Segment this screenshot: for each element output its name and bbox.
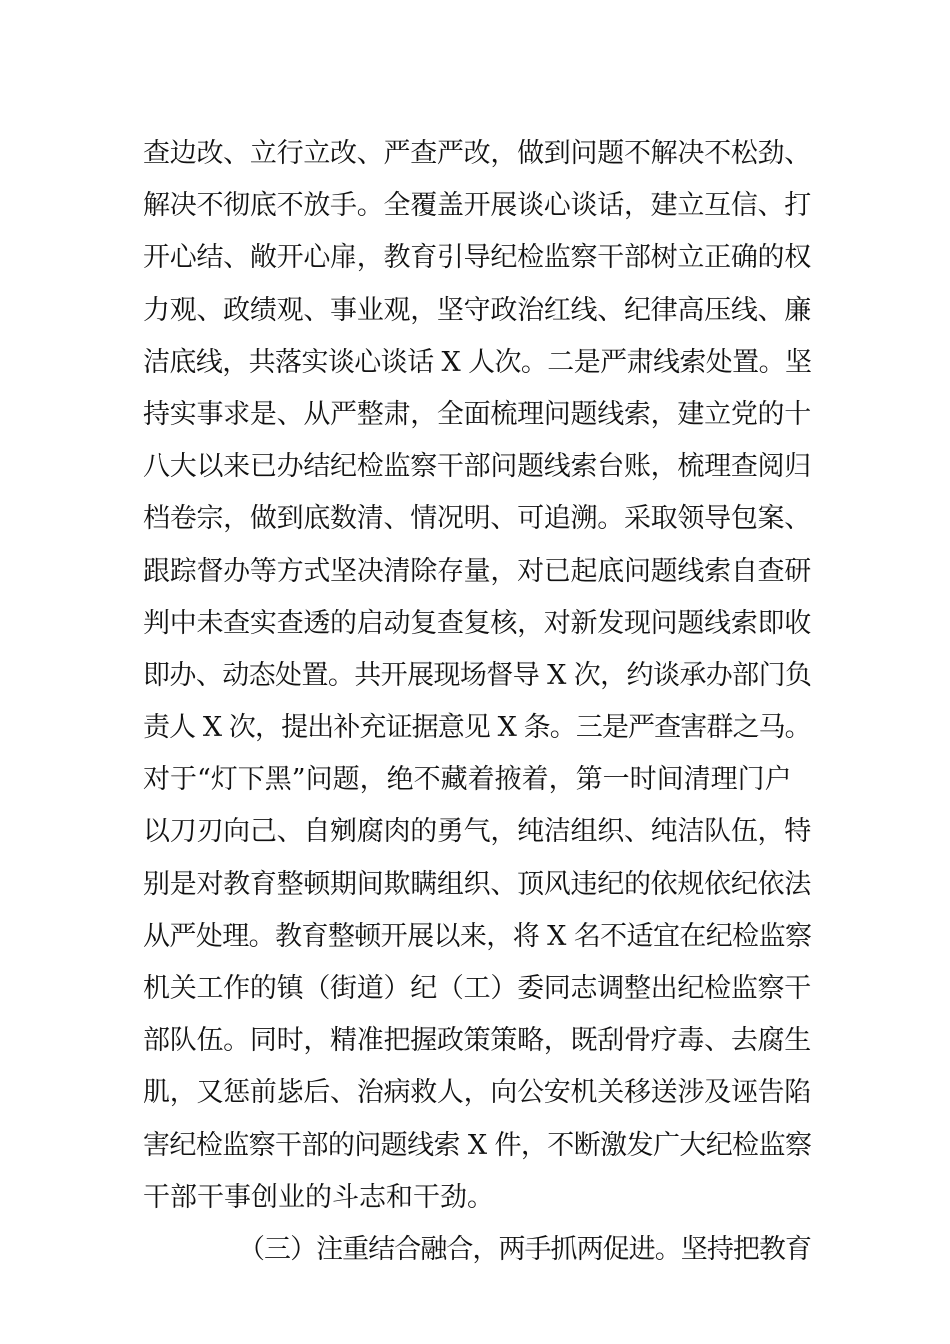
text-line: 八大以来已办结纪检监察干部问题线索台账，梳理查阅归 <box>143 451 811 483</box>
text-line: 开心结、敞开心扉，教育引导纪检监察干部树立正确的权 <box>143 242 811 274</box>
text-line: 即办、动态处置。共开展现场督导 X 次，约谈承办部门负 <box>143 659 812 691</box>
section-heading-line: （三）注重结合融合，两手抓两促进。坚持把教育 <box>238 1233 811 1265</box>
text-line: 害纪检监察干部的问题线索 X 件，不断激发广大纪检监察 <box>143 1129 812 1161</box>
text-line: 洁底线，共落实谈心谈话 X 人次。二是严肃线索处置。坚 <box>143 346 812 378</box>
text-line: 跟踪督办等方式坚决清除存量，对已起底问题线索自查研 <box>143 555 811 587</box>
text-line: 肌，又惩前毖后、治病救人，向公安机关移送涉及诬告陷 <box>143 1077 811 1109</box>
text-line: 对于“灯下黑”问题，绝不藏着掖着，第一时间清理门户 <box>143 764 792 796</box>
text-line: 干部干事创业的斗志和干劲。 <box>143 1181 494 1213</box>
text-line: 机关工作的镇（街道）纪（工）委同志调整出纪检监察干 <box>143 973 811 1004</box>
text-line: 判中未查实查透的启动复查复核，对新发现问题线索即收 <box>143 607 811 639</box>
text-line: 从严处理。教育整顿开展以来，将 X 名不适宜在纪检监察 <box>143 920 812 952</box>
body-text <box>143 128 811 1276</box>
text-line: 持实事求是、从严整肃，全面梳理问题线索，建立党的十 <box>143 398 811 430</box>
text-line: 别是对教育整顿期间欺瞒组织、顶风违纪的依规依纪依法 <box>143 868 811 900</box>
text-line: 档卷宗，做到底数清、情况明、可追溯。采取领导包案、 <box>143 503 811 535</box>
text-line: 责人 X 次，提出补充证据意见 X 条。三是严查害群之马。 <box>143 712 811 744</box>
text-line: 以刀刃向己、自剜腐肉的勇气，纯洁组织、纯洁队伍，特 <box>143 816 811 848</box>
text-line: 部队伍。同时，精准把握政策策略，既刮骨疗毒、去腐生 <box>143 1025 811 1057</box>
text-line: 解决不彻底不放手。全覆盖开展谈心谈话，建立互信、打 <box>143 190 811 222</box>
text-line: 查边改、立行立改、严查严改，做到问题不解决不松劲、 <box>143 138 811 169</box>
text-line: 力观、政绩观、事业观，坚守政治红线、纪律高压线、廉 <box>143 294 811 326</box>
